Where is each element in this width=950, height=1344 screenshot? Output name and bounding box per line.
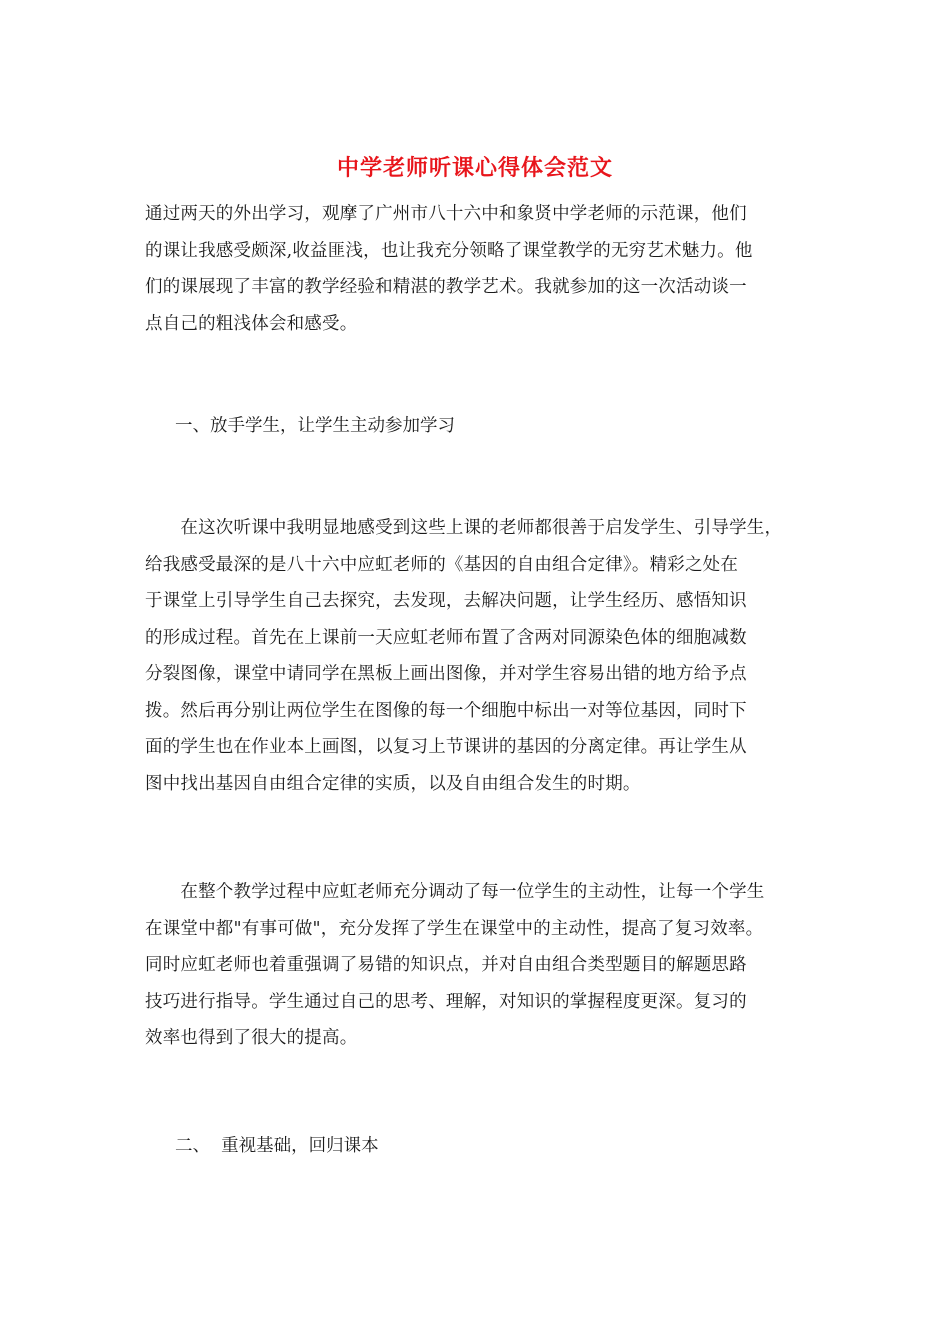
section-1-heading: 一、放手学生，让学生主动参加学习 (175, 416, 455, 436)
paragraph-line: 图中找出基因自由组合定律的实质，以及自由组合发生的时期。 (145, 773, 641, 794)
intro-line: 的课让我感受颇深,收益匪浅，也让我充分领略了课堂教学的无穷艺术魅力。他 (145, 240, 753, 261)
paragraph-line: 在课堂中都"有事可做"，充分发挥了学生在课堂中的主动性，提高了复习效率。 (145, 918, 764, 939)
paragraph-line: 面的学生也在作业本上画图，以复习上节课讲的基因的分离定律。再让学生从 (145, 737, 747, 757)
paragraph-line: 分裂图像，课堂中请同学在黑板上画出图像，并对学生容易出错的地方给予点 (145, 664, 747, 684)
paragraph-line: 技巧进行指导。学生通过自己的思考、理解，对知识的掌握程度更深。复习的 (145, 991, 747, 1012)
intro-line: 通过两天的外出学习，观摩了广州市八十六中和象贤中学老师的示范课，他们 (145, 204, 747, 224)
paragraph-line: 拨。然后再分别让两位学生在图像的每一个细胞中标出一对等位基因，同时下 (145, 700, 747, 721)
paragraph-line: 在这次听课中我明显地感受到这些上课的老师都很善于启发学生、引导学生， (145, 518, 783, 538)
paragraph-line: 给我感受最深的是八十六中应虹老师的《基因的自由组合定律》。精彩之处在 (145, 554, 739, 575)
paragraph-line: 的形成过程。首先在上课前一天应虹老师布置了含两对同源染色体的细胞减数 (145, 627, 747, 648)
section-2-heading: 二、 重视基础，回归课本 (175, 1136, 379, 1156)
intro-paragraph (145, 196, 815, 342)
intro-line: 点自己的粗浅体会和感受。 (145, 313, 358, 334)
paragraph-line: 同时应虹老师也着重强调了易错的知识点，并对自由组合类型题目的解题思路 (145, 955, 747, 975)
section-1-paragraph-2 (145, 874, 815, 1057)
paragraph-line: 效率也得到了很大的提高。 (145, 1028, 358, 1048)
document-title: 中学老师听课心得体会范文 (336, 155, 613, 181)
paragraph-line: 在整个教学过程中应虹老师充分调动了每一位学生的主动性，让每一个学生 (145, 882, 765, 902)
intro-line: 们的课展现了丰富的教学经验和精湛的教学艺术。我就参加的这一次活动谈一 (145, 277, 747, 297)
paragraph-line: 于课堂上引导学生自己去探究，去发现，去解决问题，让学生经历、感悟知识 (145, 591, 747, 611)
section-1-paragraph-1 (145, 510, 815, 802)
